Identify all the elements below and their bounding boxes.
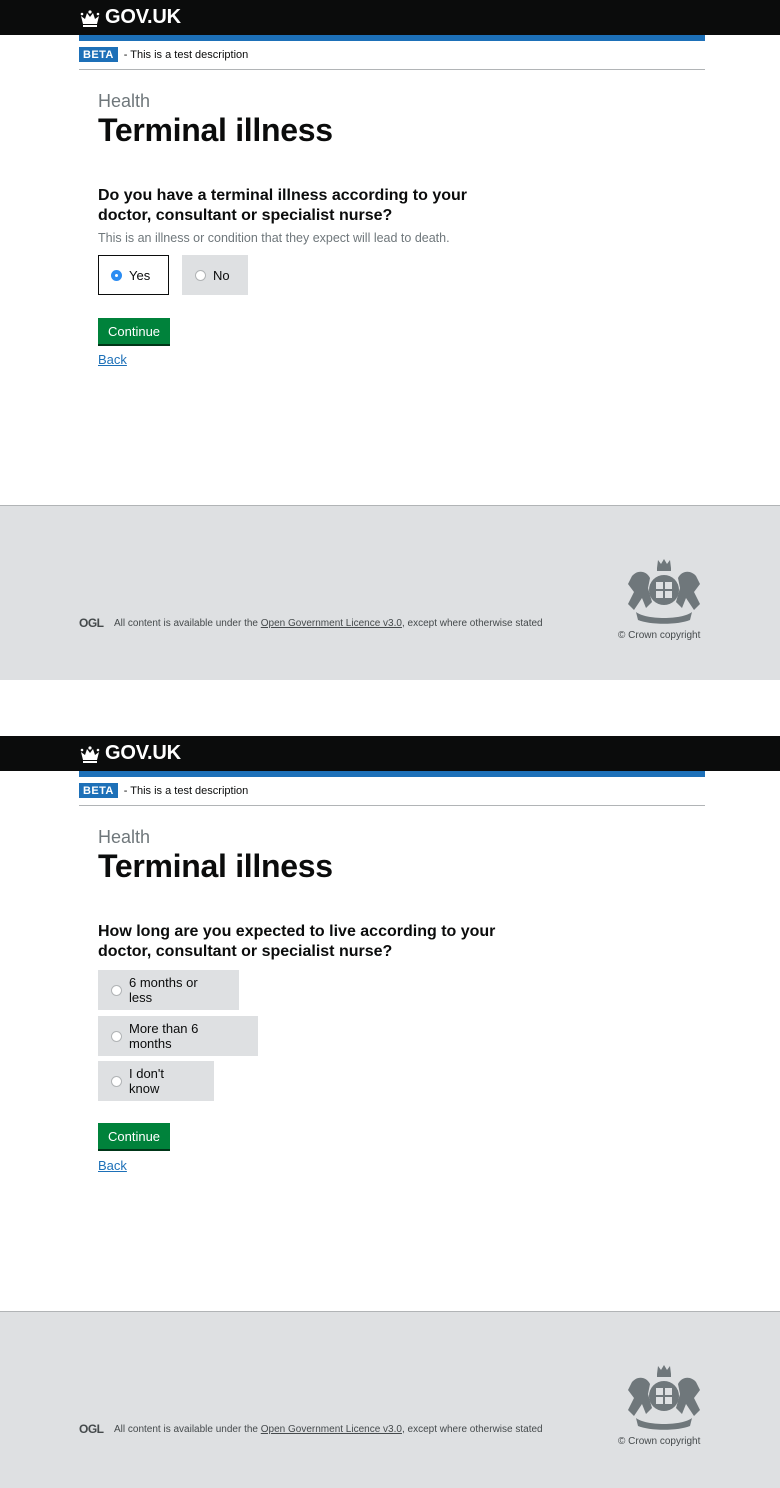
licence-link[interactable]: Open Government Licence v3.0 [260,1424,402,1435]
radio-button[interactable] [111,1076,122,1087]
radio-i-dont-know[interactable] [98,1061,214,1101]
radio-button[interactable] [111,1031,122,1042]
royal-coat-of-arms-icon [622,1360,706,1430]
licence-text [114,1423,544,1436]
site-header [0,0,780,35]
radio-label: More than 6 months [129,1021,199,1051]
radio-more-than-6-months[interactable] [98,1016,258,1056]
phase-banner-text: - This is a test description [123,785,249,797]
back-link[interactable]: Back [98,352,127,367]
govuk-logo-link[interactable] [79,6,181,29]
phase-banner [79,783,705,806]
page-caption: Health [98,827,151,847]
radio-button-selected[interactable] [111,270,122,281]
logo-text: GOV.UK [105,742,181,764]
screen-life-expectancy-question [0,736,780,1447]
question-legend: How long are you expected to live according to your doctor, consultant or specialist nurse? [98,923,496,960]
page-title: Terminal illness [98,112,333,148]
logo-text: GOV.UK [105,6,181,28]
radio-label: No [213,267,230,283]
header-blue-bar [79,771,705,777]
beta-tag: BETA [79,783,118,798]
beta-tag: BETA [79,47,118,62]
crown-icon [79,745,101,763]
crown-icon [79,9,101,27]
radio-label: I don't know [129,1066,165,1096]
site-footer [0,1311,780,1488]
ogl-logo: OGL [79,616,104,630]
crown-copyright[interactable]: © Crown copyright [618,630,701,641]
licence-suffix: , except where otherwise stated [401,618,543,629]
radio-no[interactable] [182,255,248,295]
radio-6-months-or-less[interactable] [98,970,239,1010]
crown-copyright[interactable]: © Crown copyright [618,1436,701,1447]
licence-prefix: All content is available under the [114,1424,261,1435]
site-footer [0,505,780,680]
continue-button[interactable]: Continue [98,1123,170,1149]
page-caption: Health [98,91,151,111]
screen-separator [0,680,780,736]
radio-button[interactable] [111,985,122,996]
phase-banner [79,47,705,70]
govuk-logo-link[interactable] [79,742,181,765]
royal-coat-of-arms-icon [622,554,706,624]
phase-banner-text: - This is a test description [123,49,249,61]
radio-button[interactable] [195,270,206,281]
ogl-logo: OGL [79,1422,104,1436]
question-hint: This is an illness or condition that they expect will lead to death. [98,231,450,245]
radio-label: 6 months or less [129,975,198,1005]
licence-text [114,617,544,630]
radio-label: Yes [129,267,151,283]
question-legend: Do you have a terminal illness according to your doctor, consultant or specialist nurse? [98,187,467,224]
licence-prefix: All content is available under the [114,618,261,629]
header-blue-bar [79,35,705,41]
radio-yes[interactable] [98,255,169,295]
licence-link[interactable]: Open Government Licence v3.0 [260,618,402,629]
site-header [0,736,780,771]
screen-terminal-illness-question [0,0,780,680]
page-title: Terminal illness [98,848,333,884]
licence-suffix: , except where otherwise stated [401,1424,543,1435]
continue-button[interactable]: Continue [98,318,170,344]
back-link[interactable]: Back [98,1158,127,1173]
